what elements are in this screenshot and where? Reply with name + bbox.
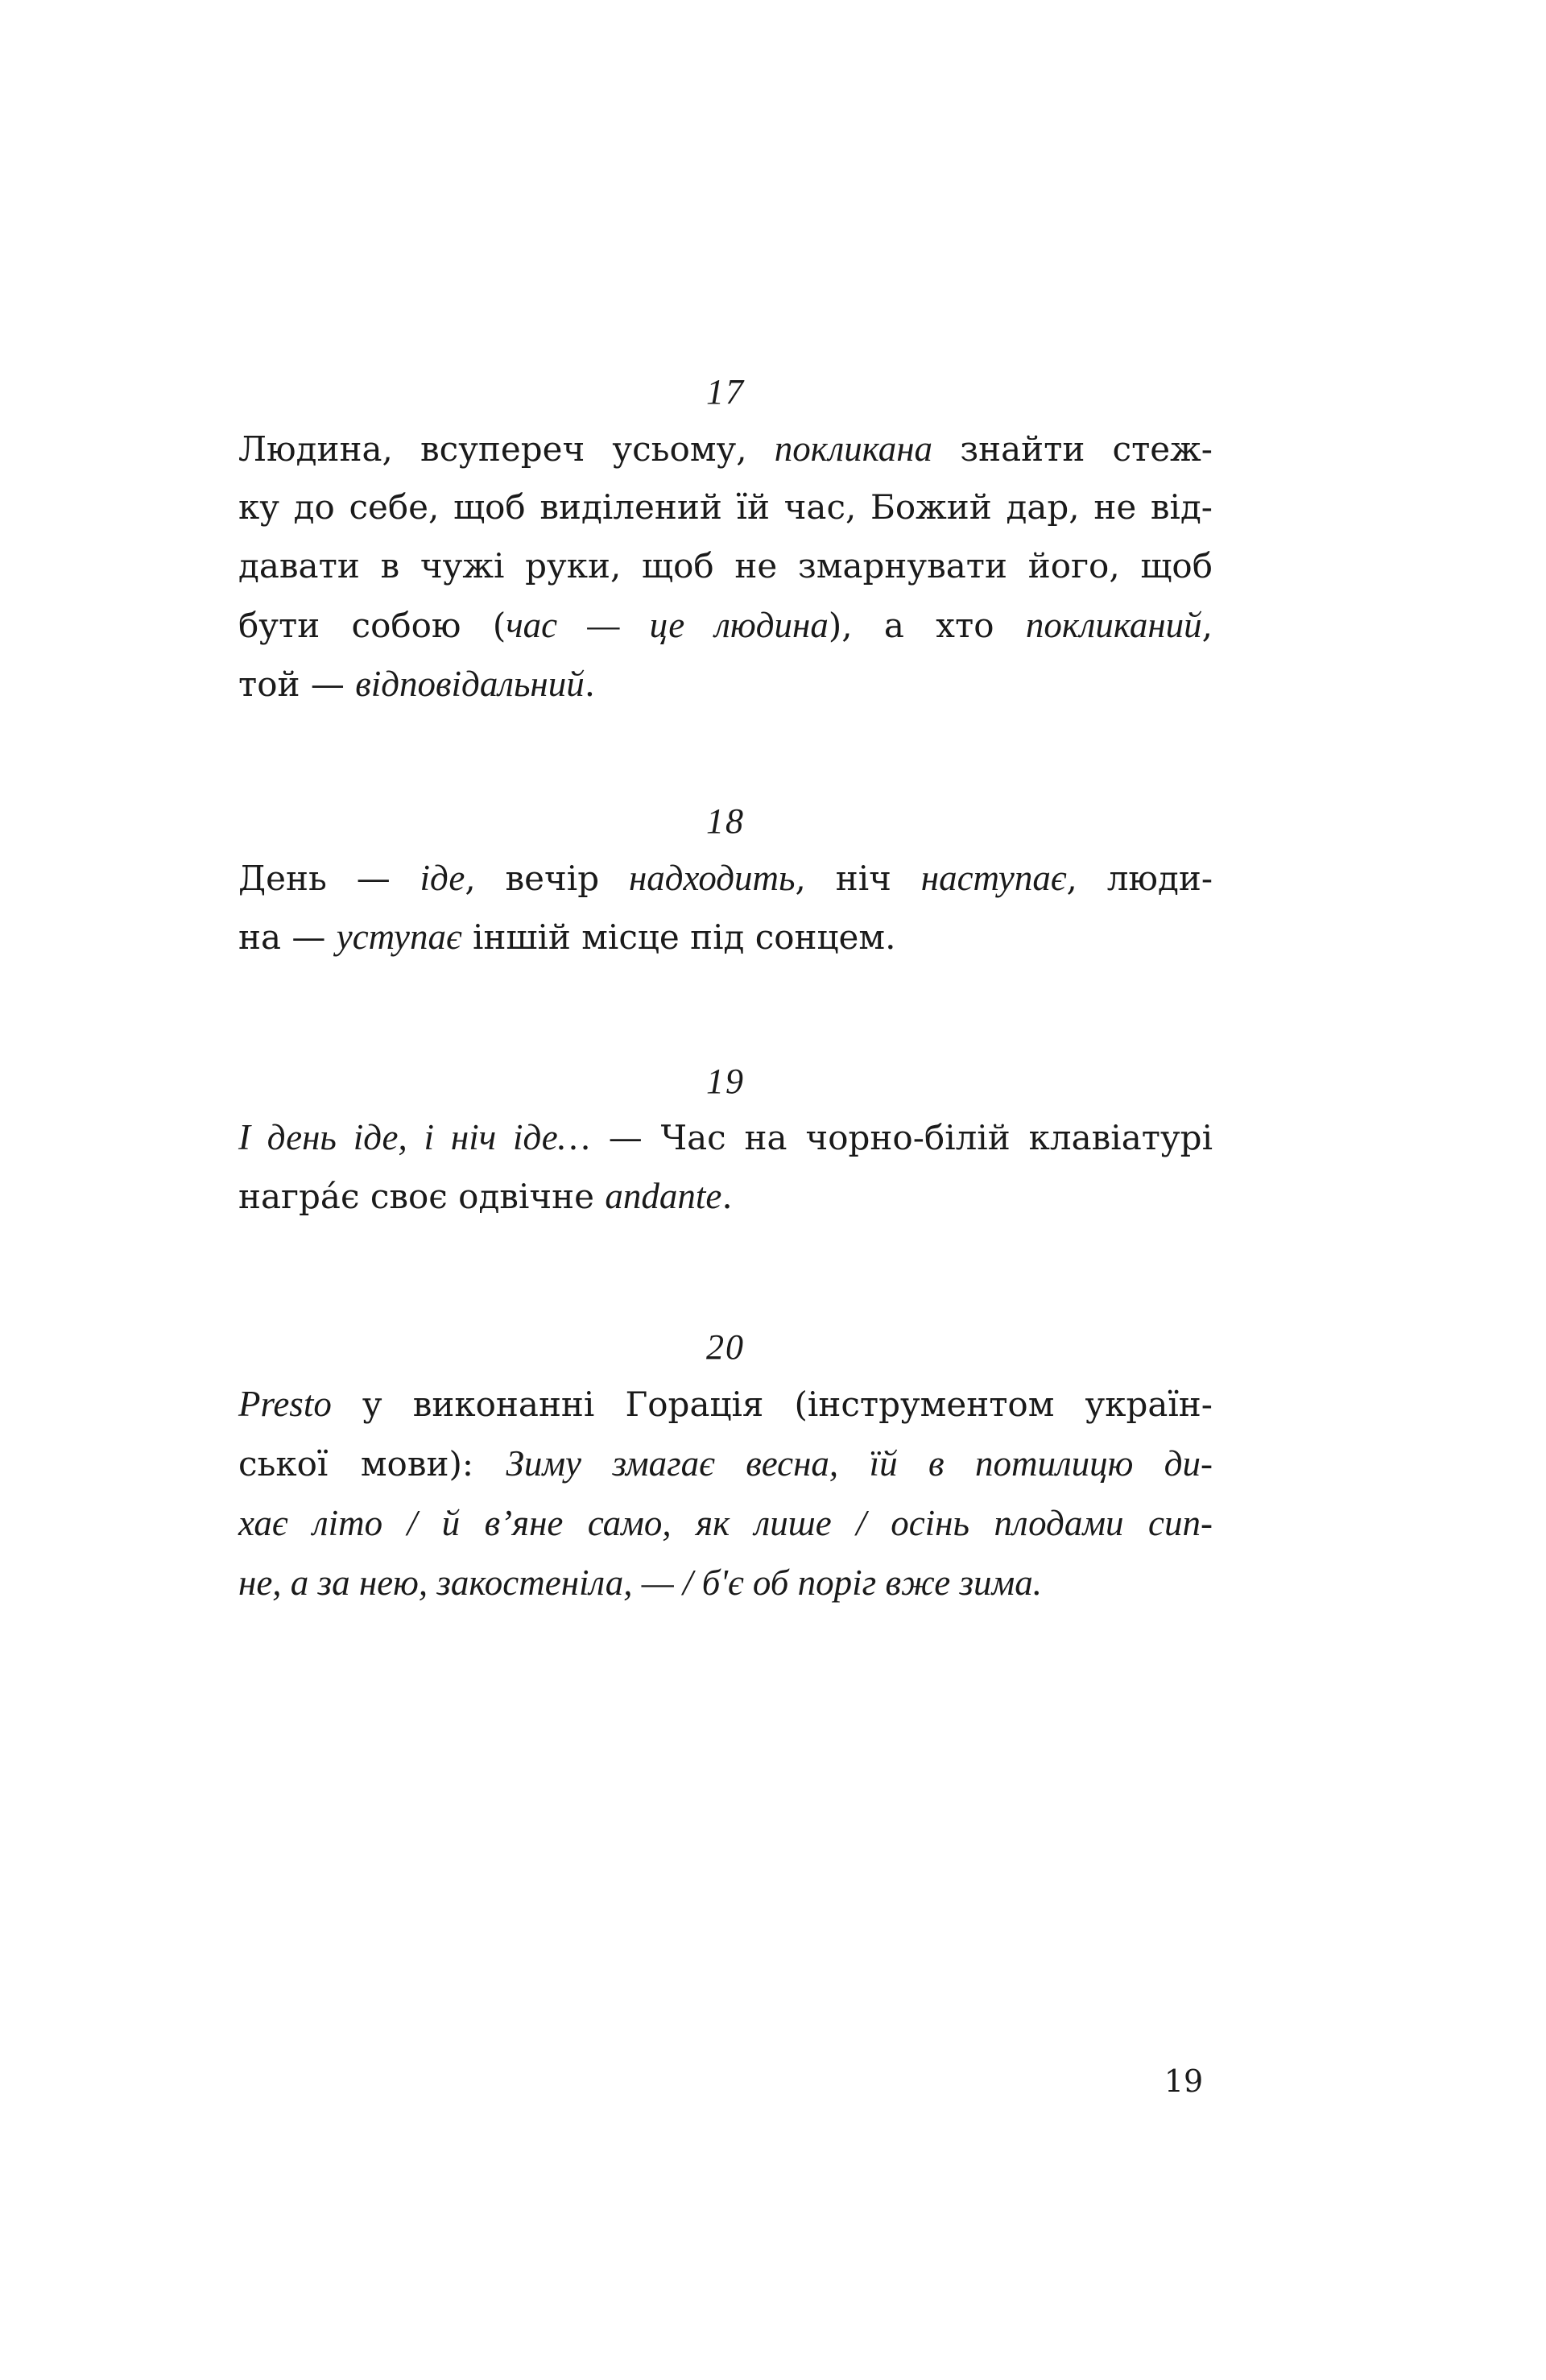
section-17-line-5: той — відповідальний. [238,664,596,704]
section-17-line-1: Людина, всупереч усьому, покликана знайти стеж- [238,428,1213,469]
section-19-line-2: награ́є своє одвічне andante. [238,1176,733,1216]
section-number-20: 20 [706,1327,745,1367]
section-17-line-4: бути собою (час — це людина), а хто покликаний, [238,605,1213,645]
section-17-line-3: давати в чужі руки, щоб не змарнувати його, щоб [238,546,1213,586]
section-18-line-1: День — іде, вечір надходить, ніч наступає, люди- [238,858,1213,898]
section-17-line-2: ку до себе, щоб виділений їй час, Божий дар, не від- [238,487,1213,527]
section-number-19: 19 [706,1062,745,1101]
page-number: 19 [1164,2063,1204,2099]
section-18-line-2: на — уступає іншій місце під сонцем. [238,917,896,957]
section-20-line-4: не, а за нею, закостеніла, — / б'є об поріг вже зима. [238,1563,1042,1603]
section-19-line-1: І день іде, і ніч іде… — Час на чорно-білій клавіатурі [238,1117,1213,1157]
section-number-18: 18 [706,801,745,841]
section-20-line-3: хає літо / й в’яне само, як лише / осінь плодами сип- [238,1503,1213,1543]
section-20-line-1: Presto у виконанні Горація (інструментом україн- [238,1384,1213,1424]
section-20-line-2: ської мови): Зиму змагає весна, їй в потилицю ди- [238,1443,1213,1484]
section-number-17: 17 [706,372,745,412]
